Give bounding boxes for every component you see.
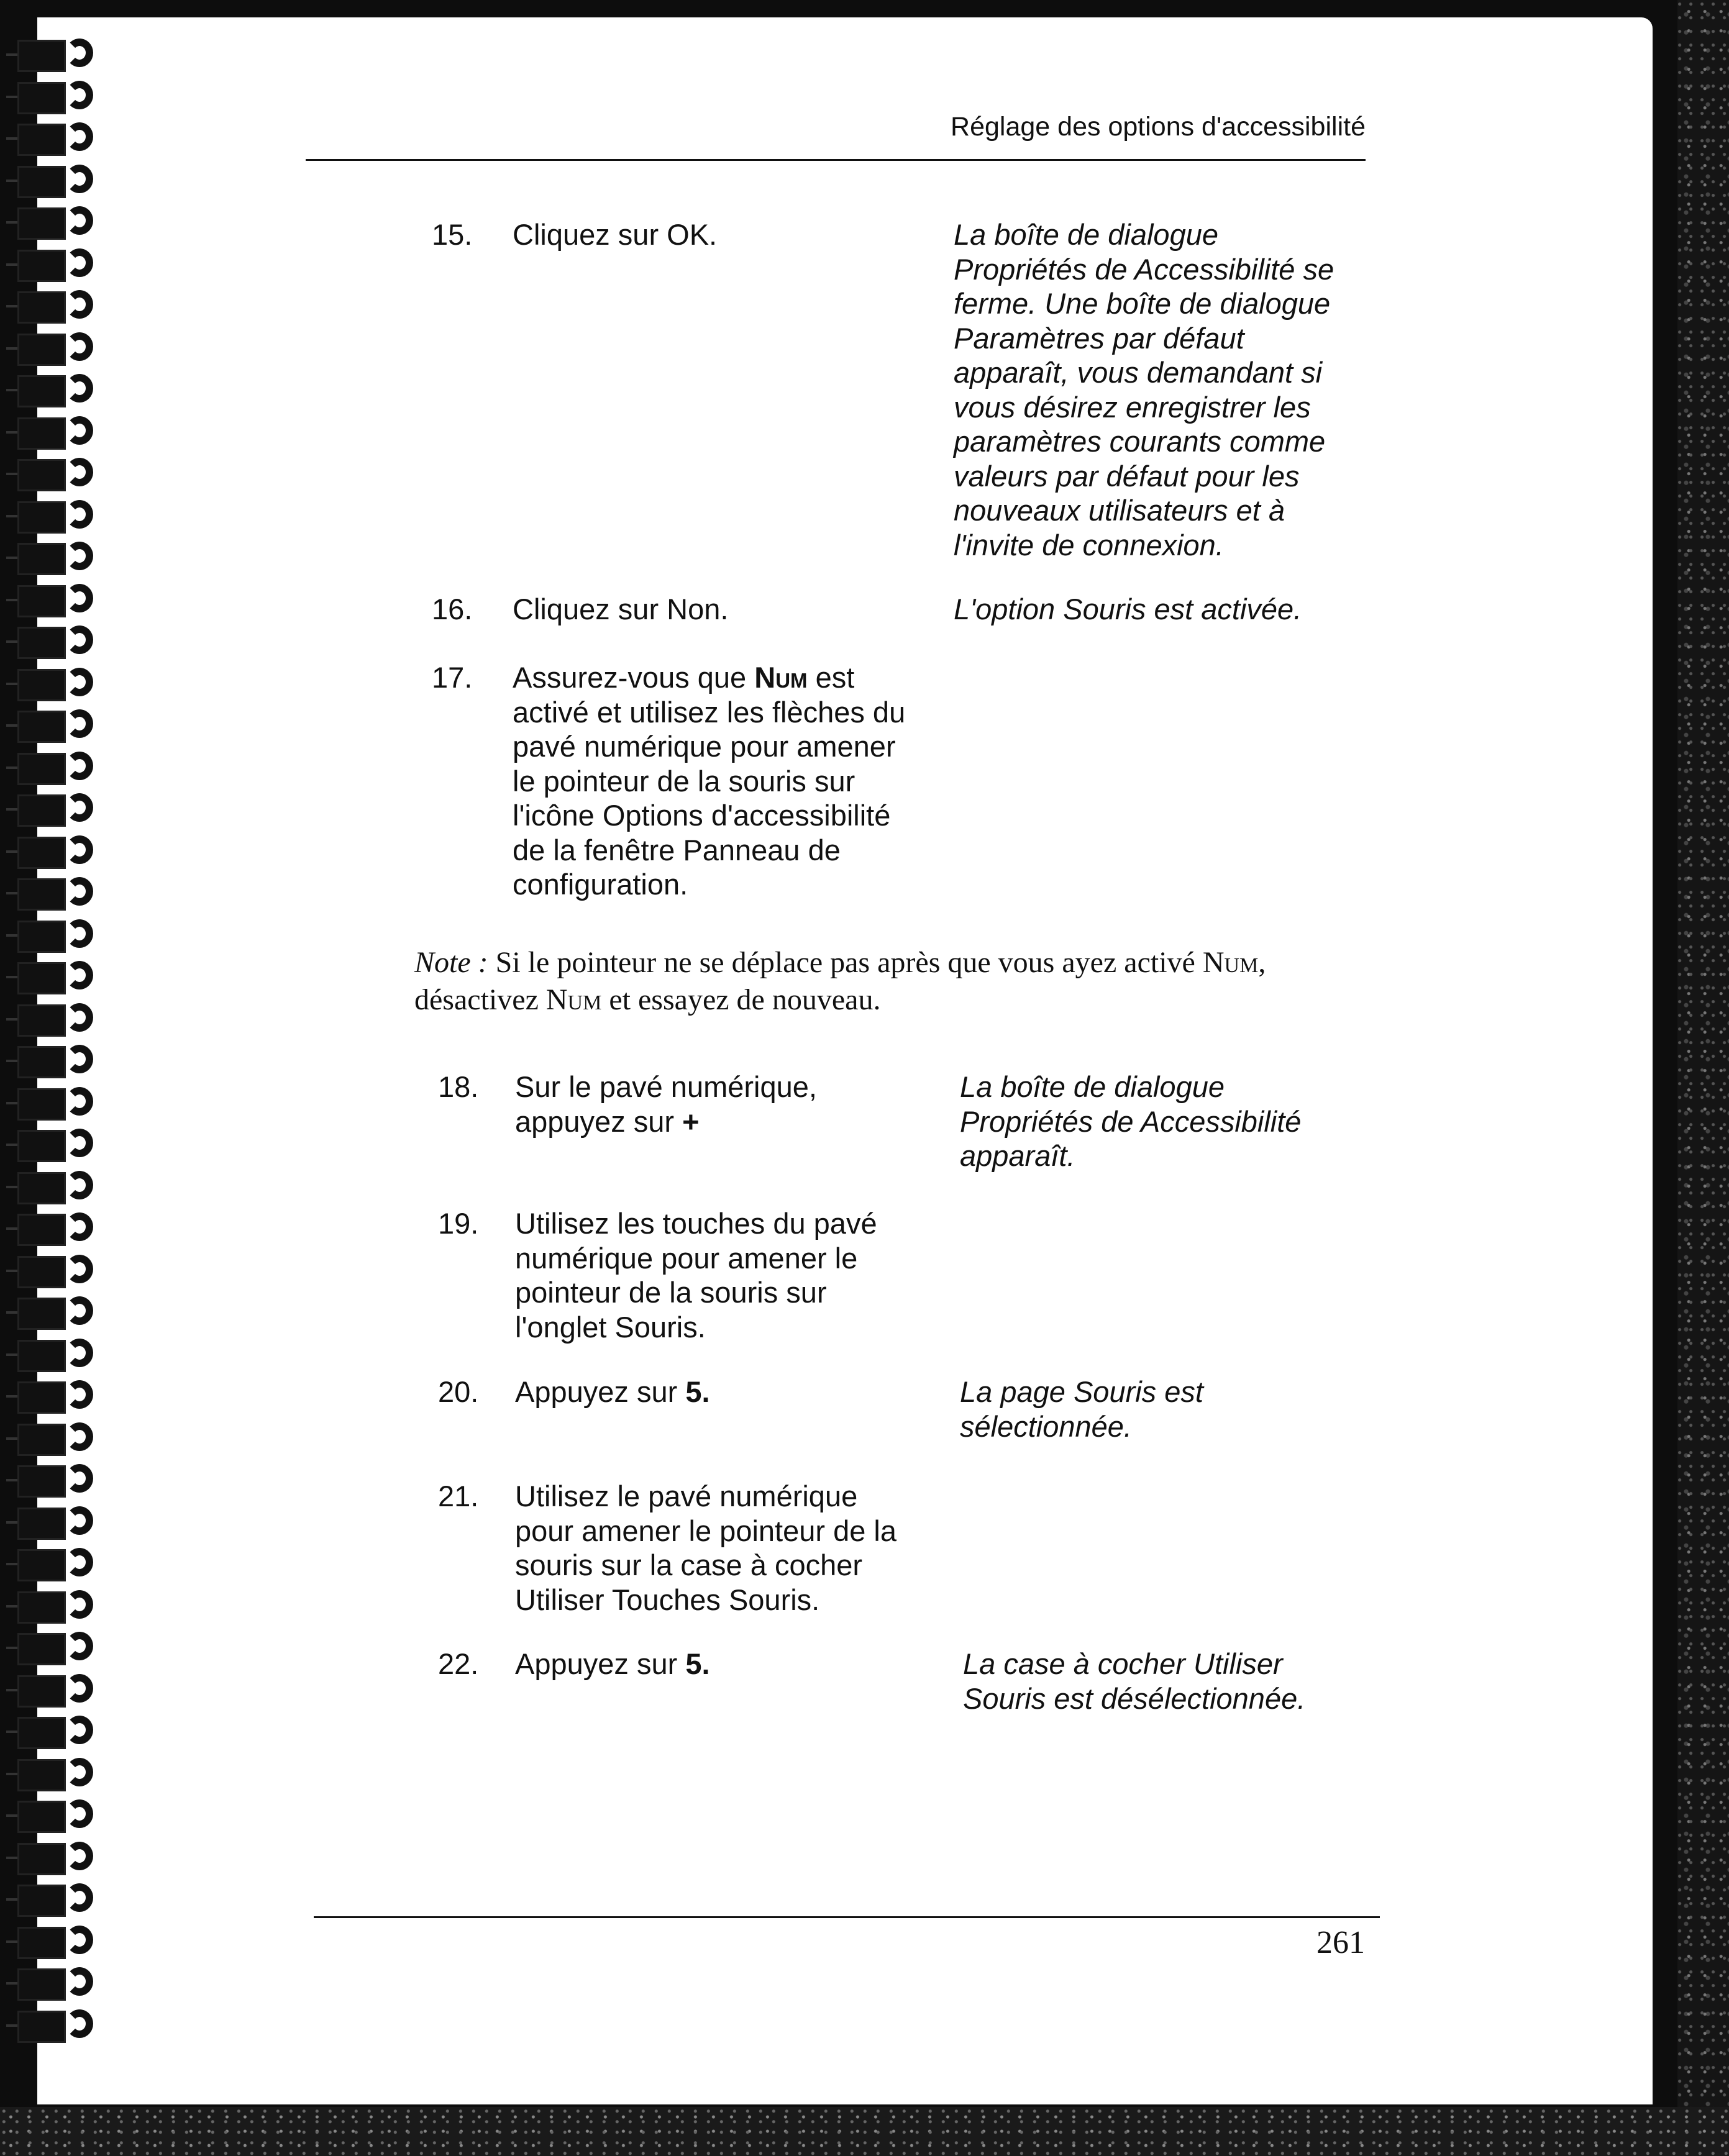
binding-ring xyxy=(6,1547,115,1583)
step-number: 18. xyxy=(438,1070,479,1103)
binding-ring xyxy=(6,750,115,786)
binding-ring xyxy=(6,1714,115,1750)
binding-ring xyxy=(6,1673,115,1709)
binding-ring xyxy=(6,247,115,283)
action-text: Appuyez sur xyxy=(515,1375,686,1408)
step-number: 20. xyxy=(438,1375,479,1408)
step-number: 19. xyxy=(438,1207,479,1240)
binding-ring xyxy=(6,834,115,870)
binding-ring xyxy=(6,2008,115,2044)
binding-ring xyxy=(6,1337,115,1373)
action-text: est activé et utilisez les flèches du pavé numérique pour amener le pointeur de la souris sur l'icône Options d'accessibilité de la fenêtre Panneau de configuration. xyxy=(513,661,906,901)
binding-ring xyxy=(6,331,115,367)
binding-ring xyxy=(6,1505,115,1541)
note-text: , désactivez xyxy=(414,946,1266,1016)
step-action xyxy=(515,1647,944,1681)
step-action: Utilisez les touches du pavé numérique pour amener le pointeur de la souris sur l'onglet Souris. xyxy=(515,1207,877,1344)
step-action xyxy=(515,1375,944,1409)
key-five: 5. xyxy=(685,1647,710,1680)
binding-ring xyxy=(6,1421,115,1457)
binding-ring xyxy=(6,205,115,241)
header-rule xyxy=(306,159,1366,161)
binding-ring xyxy=(6,876,115,912)
num-key: Num xyxy=(545,983,602,1016)
binding-ring xyxy=(6,1044,115,1080)
manual-page xyxy=(37,17,1653,2104)
plus-key: + xyxy=(682,1104,700,1138)
binding-ring xyxy=(6,1295,115,1331)
step-result: La boîte de dialogue Propriétés de Accessibilité apparaît. xyxy=(960,1070,1302,1172)
step-number: 22. xyxy=(438,1647,479,1680)
page-number: 261 xyxy=(1316,1925,1365,1960)
scanner-background-right xyxy=(1677,0,1729,2156)
binding-ring xyxy=(6,792,115,828)
note-text: Si le pointeur ne se déplace pas après que vous ayez activé xyxy=(488,946,1203,979)
step-number: 21. xyxy=(438,1480,479,1512)
binding-ring xyxy=(6,1631,115,1667)
binding-ring xyxy=(6,1211,115,1247)
binding-ring xyxy=(6,960,115,996)
step-number: 15. xyxy=(432,218,473,251)
binding-ring xyxy=(6,708,115,744)
binding-ring xyxy=(6,1002,115,1038)
binding-ring xyxy=(6,1127,115,1163)
step-result: L'option Souris est activée. xyxy=(954,593,1302,625)
key-five: 5. xyxy=(685,1375,710,1408)
step-result: La case à cocher Utiliser Souris est désélectionnée. xyxy=(963,1647,1306,1715)
num-key: Num xyxy=(1202,946,1259,979)
binding-ring xyxy=(6,37,115,73)
step-result: La page Souris est sélectionnée. xyxy=(960,1375,1203,1443)
binding-ring xyxy=(6,1798,115,1834)
binding-ring xyxy=(6,499,115,535)
step-action: Cliquez sur OK. xyxy=(513,218,718,251)
binding-ring xyxy=(6,80,115,116)
binding-ring xyxy=(6,1379,115,1415)
binding-ring xyxy=(6,289,115,325)
binding-ring xyxy=(6,1924,115,1960)
footer-rule xyxy=(314,1916,1380,1918)
action-text: Sur le pavé numérique, appuyez sur xyxy=(515,1070,817,1138)
step-number: 16. xyxy=(432,593,473,625)
note-text: et essayez de nouveau. xyxy=(601,983,881,1016)
binding-ring xyxy=(6,624,115,660)
num-key: Num xyxy=(754,661,808,694)
binding-ring xyxy=(6,1086,115,1122)
binding-ring xyxy=(6,1589,115,1625)
binding-ring xyxy=(6,918,115,954)
binding-ring xyxy=(6,1253,115,1290)
step-result: La boîte de dialogue Propriétés de Accessibilité se ferme. Une boîte de dialogue Paramètres par défaut apparaît, vous demandant si vous désirez enregistrer les paramètres courants comme valeurs par défaut pour les nouveaux utilisateurs et à l'invite de connexion. xyxy=(954,218,1334,562)
binding-ring xyxy=(6,415,115,451)
binding-ring xyxy=(6,583,115,619)
step-action: Utilisez le pavé numérique pour amener le pointeur de la souris sur la case à cocher Utiliser Touches Souris. xyxy=(515,1480,897,1616)
step-action xyxy=(515,1070,875,1139)
binding-ring xyxy=(6,1757,115,1793)
running-header: Réglage des options d'accessibilité xyxy=(951,112,1366,142)
step-action: Cliquez sur Non. xyxy=(513,593,729,625)
binding-ring xyxy=(6,373,115,409)
note-label: Note : xyxy=(414,946,488,979)
scanner-background-bottom xyxy=(0,2107,1729,2156)
binding-ring xyxy=(6,121,115,157)
action-text: Appuyez sur xyxy=(515,1647,686,1680)
binding-ring xyxy=(6,163,115,199)
spiral-binding xyxy=(0,37,118,2087)
binding-ring xyxy=(6,540,115,576)
binding-ring xyxy=(6,457,115,493)
note-paragraph xyxy=(414,944,1384,1019)
action-text: Assurez-vous que xyxy=(513,661,755,694)
binding-ring xyxy=(6,666,115,703)
binding-ring xyxy=(6,1882,115,1918)
binding-ring xyxy=(6,1966,115,2002)
step-number: 17. xyxy=(432,661,473,694)
binding-ring xyxy=(6,1840,115,1876)
step-action xyxy=(513,660,910,902)
binding-ring xyxy=(6,1170,115,1206)
binding-ring xyxy=(6,1463,115,1499)
